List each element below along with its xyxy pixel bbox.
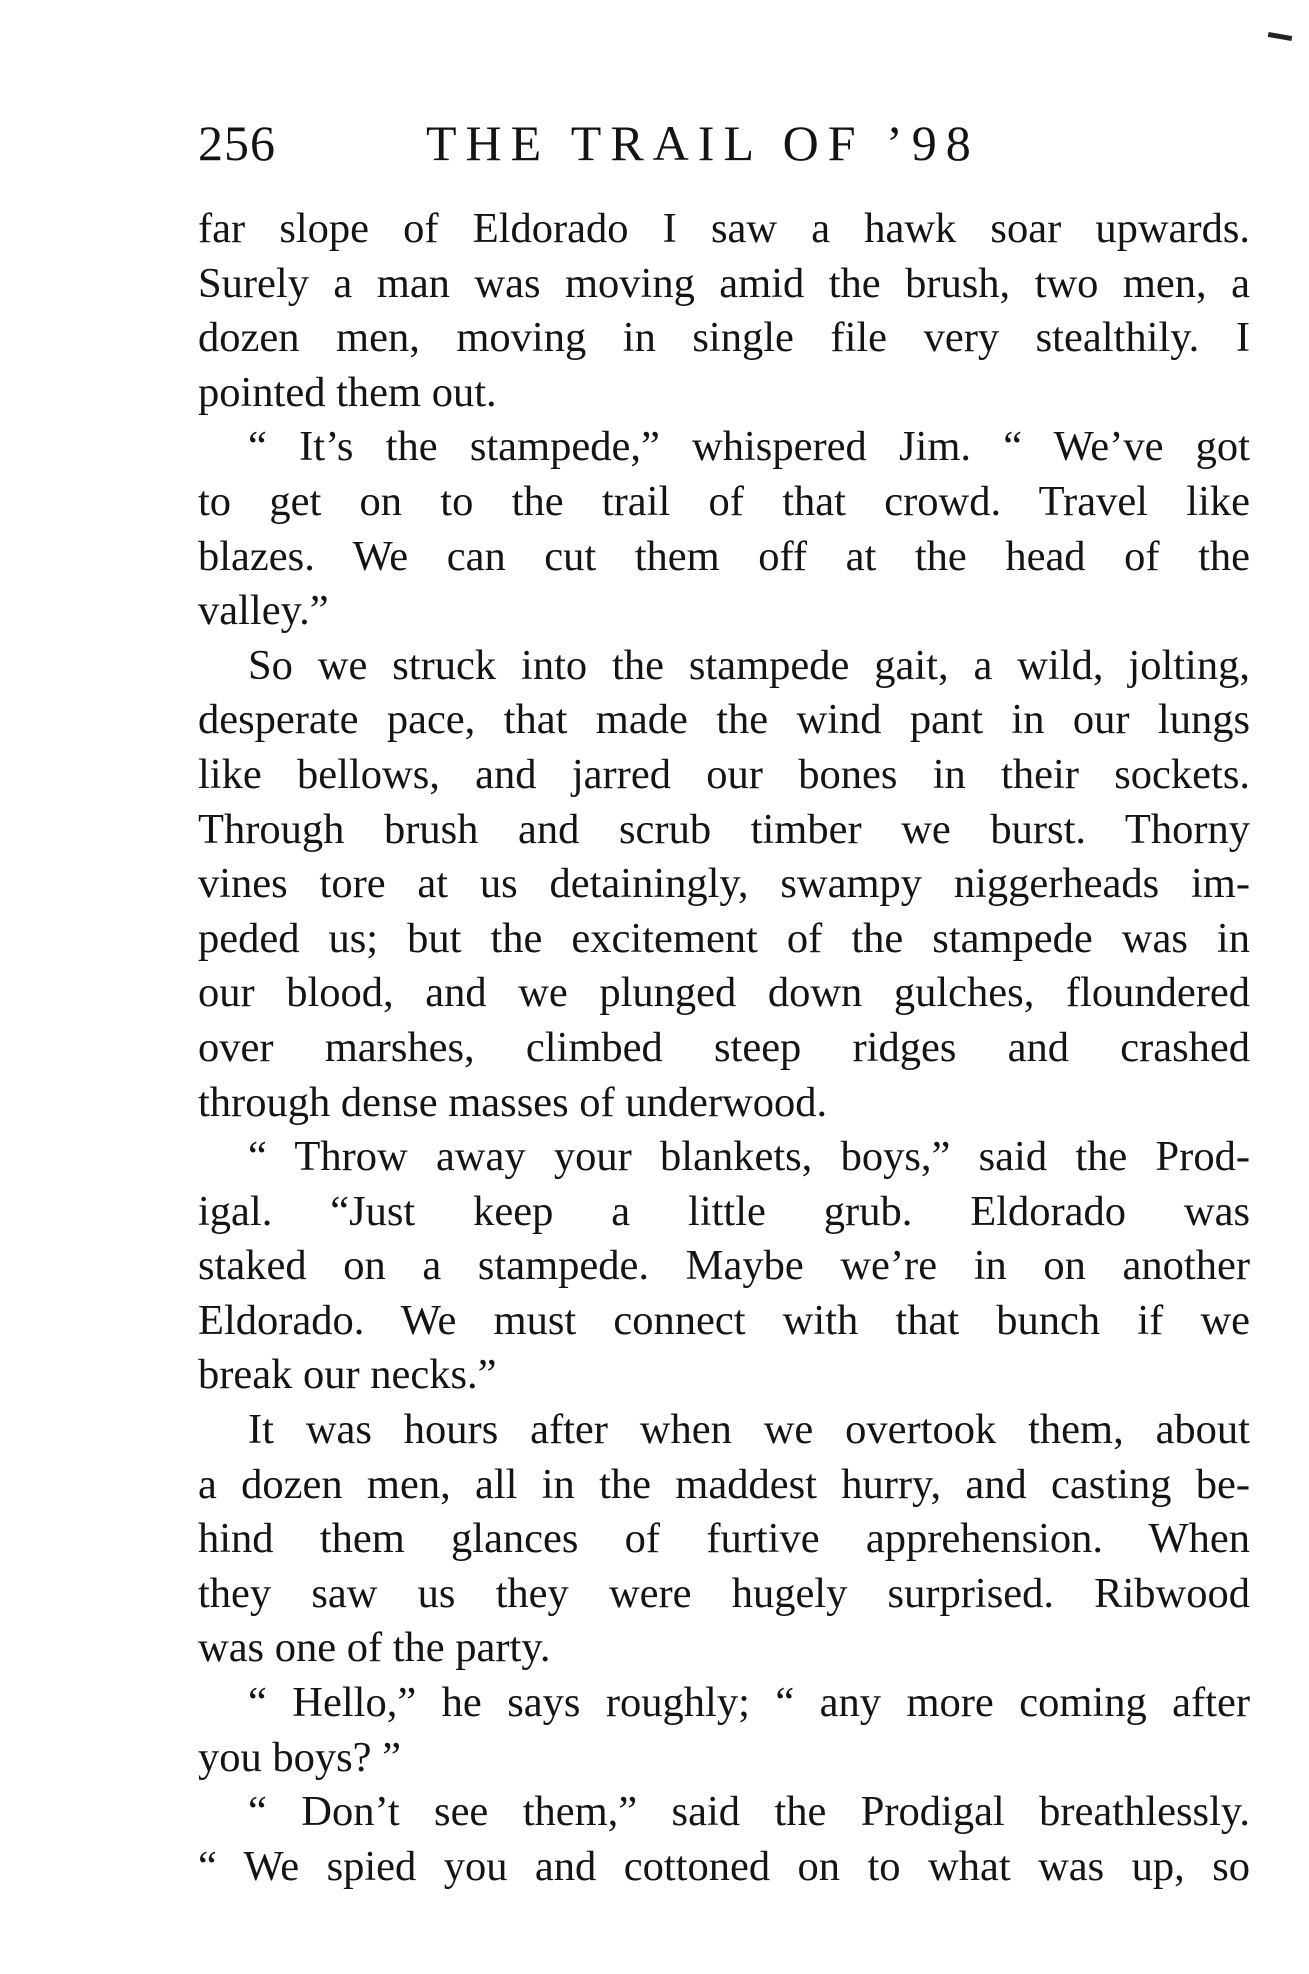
text-line: peded us; but the excitement of the stampede was in	[198, 914, 1250, 962]
corner-mark	[1268, 32, 1293, 41]
text-line: they saw us they were hugely surprised. Ribwood	[198, 1569, 1250, 1617]
text-line: Through brush and scrub timber we burst. Thorny	[198, 805, 1250, 853]
text-line: staked on a stampede. Maybe we’re in on another	[198, 1242, 1250, 1290]
text-line: you boys? ”	[198, 1733, 402, 1781]
text-line: over marshes, climbed steep ridges and crashed	[198, 1023, 1250, 1071]
text-line: our blood, and we plunged down gulches, floundered	[198, 969, 1250, 1017]
body-text	[198, 202, 1250, 1894]
text-line: igal. “Just keep a little grub. Eldorado was	[198, 1187, 1250, 1235]
text-line: vines tore at us detainingly, swampy niggerheads im-	[198, 860, 1250, 908]
text-line: blazes. We can cut them off at the head of the	[198, 532, 1250, 580]
text-line: “ We spied you and cottoned on to what was up, so	[198, 1842, 1250, 1890]
text-line: So we struck into the stampede gait, a wild, jolting,	[248, 641, 1250, 689]
text-line: “ Hello,” he says roughly; “ any more coming after	[248, 1679, 1250, 1727]
text-line: was one of the party.	[198, 1624, 551, 1672]
text-line: pointed them out.	[198, 368, 497, 416]
text-line: Eldorado. We must connect with that bunch if we	[198, 1296, 1250, 1344]
text-line: break our necks.”	[198, 1351, 497, 1399]
page-number: 256	[198, 115, 276, 171]
text-line: “ Don’t see them,” said the Prodigal breathlessly.	[248, 1788, 1250, 1836]
running-head	[198, 108, 1248, 178]
text-line: like bellows, and jarred our bones in their sockets.	[198, 750, 1250, 798]
text-line: far slope of Eldorado I saw a hawk soar upwards.	[198, 205, 1250, 252]
text-line: “ Throw away your blankets, boys,” said the Prod-	[248, 1133, 1250, 1181]
text-line: valley.”	[198, 587, 329, 635]
text-line: “ It’s the stampede,” whispered Jim. “ We’ve got	[248, 423, 1250, 471]
text-line: It was hours after when we overtook them, about	[248, 1406, 1250, 1454]
text-line: hind them glances of furtive apprehension. When	[198, 1515, 1250, 1563]
text-line: a dozen men, all in the maddest hurry, and casting be-	[198, 1460, 1250, 1508]
text-line: desperate pace, that made the wind pant in our lungs	[198, 696, 1250, 744]
text-line: through dense masses of underwood.	[198, 1078, 828, 1126]
text-line: to get on to the trail of that crowd. Travel like	[198, 477, 1250, 525]
text-line: Surely a man was moving amid the brush, two men, a	[198, 259, 1250, 307]
text-line: dozen men, moving in single file very stealthily. I	[198, 314, 1250, 362]
book-title: THE TRAIL OF ’98	[426, 115, 980, 171]
